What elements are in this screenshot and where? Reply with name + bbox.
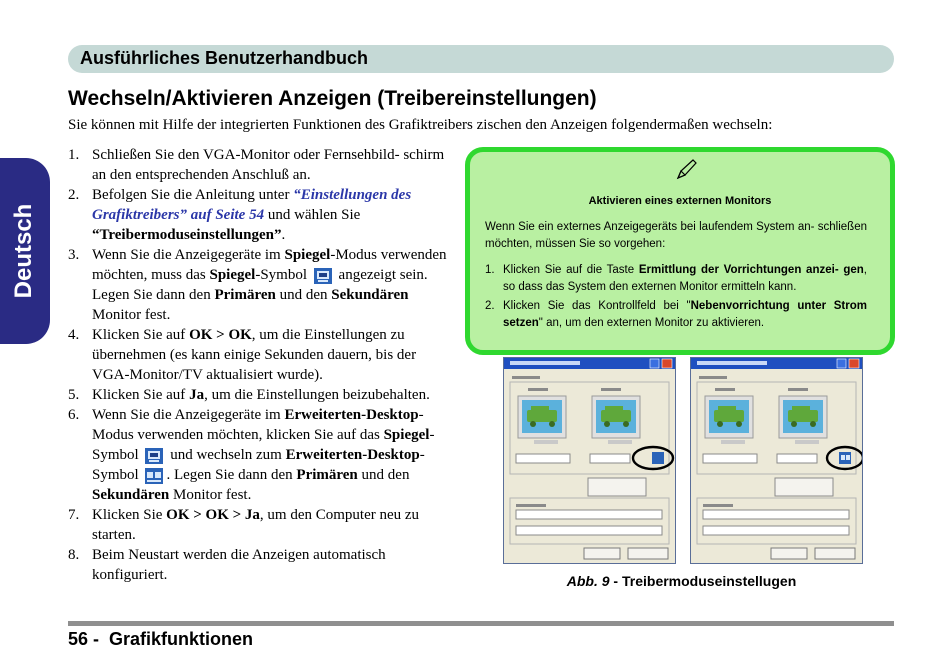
tip-body: Wenn Sie ein externes Anzeigegeräts bei laufendem System an- schließen möchten, müssen Sie so vorgehen: [485,221,867,250]
step-text: Beim Neustart werden die Anzeigen automatisch konfiguriert. [92,547,386,583]
step-text: Klicken Sie auf [92,387,190,403]
step-1 [68,145,448,185]
step-text: Schließen Sie den VGA-Monitor oder Fernsehbild- schirm an den entsprechenden Anschluß an. [92,147,445,183]
step-text: -Modus verwenden möchten, muss das [92,247,447,283]
step-text: und wählen Sie [264,207,361,223]
step-number: 4. [68,327,80,343]
step-bold: Primären [296,467,358,483]
step-4 [68,325,448,385]
tip-text: Klicken Sie das Kontrollfeld bei " [503,300,691,312]
step-5 [68,385,448,405]
step-text: , um die Einstellungen beizubehalten. [204,387,430,403]
step-2 [68,185,448,245]
figure-title: Treibermoduseinstellugen [621,573,797,589]
tip-list [485,262,867,332]
step-number: 1. [68,147,80,163]
step-number: 8. [68,547,80,563]
step-text: Monitor fest. [92,307,171,323]
step-text: Klicken Sie [92,507,167,523]
step-bold: Spiegel [284,247,331,263]
step-bold: “Treibermoduseinstellungen” [92,227,282,243]
step-bold: OK > OK > Ja [166,507,260,523]
mirror-mode-icon [314,268,332,284]
step-6 [68,405,448,505]
tip-item-number: 2. [485,300,495,312]
step-number: 6. [68,407,80,423]
tip-item-number: 1. [485,264,495,276]
step-number: 2. [68,187,80,203]
step-text: und den [275,287,332,303]
tip-title: Aktivieren eines externen Monitors [588,195,772,207]
step-text: , um den Computer neu zu starten. [92,507,420,543]
step-number: 7. [68,507,80,523]
step-text: , um die Einstellungen zu übernehmen (es kann einige Sekunden dauern, bis der VGA-Monitor/TV aktualisiert wurde). [92,327,417,383]
step-text: Klicken Sie auf [92,327,190,343]
step-bold: Sekundären [92,487,170,503]
step-text: . [281,227,286,243]
step-bold: Erweiterten-Desktop [284,407,419,423]
step-text: -Symbol [92,427,435,463]
mirror-mode-icon [145,448,163,464]
steps-list [68,145,448,585]
dialog-illustration [504,358,675,563]
figure-caption [470,573,893,589]
tip-item-1 [485,262,867,296]
step-bold: Erweiterten-Desktop [285,447,420,463]
dialog-illustration [691,358,862,563]
step-text: Monitor fest. [169,487,252,503]
tip-bold: Nebenvorrichtung unter Strom setzen [503,300,867,329]
step-bold: Primären [214,287,276,303]
tip-text: Klicken Sie auf die Taste [503,264,639,276]
step-text: -Symbol [92,447,425,483]
step-bold: Spiegel [383,427,430,443]
step-bold: Sekundären [331,287,409,303]
step-text: und wechseln zum [166,447,286,463]
step-bold: OK > OK [189,327,252,343]
step-text: -Symbol [255,267,311,283]
step-text: angezeigt sein. Legen Sie dann den [92,267,428,303]
step-number: 3. [68,247,80,263]
step-text: und den [357,467,410,483]
step-bold: Ja [189,387,205,403]
step-text: Befolgen Sie die Anleitung unter [92,187,294,203]
step-text: Wenn Sie die Anzeigegeräte im [92,407,285,423]
step-bold: Spiegel [209,267,256,283]
footer-page-label: 56 - Grafikfunktionen [68,629,254,649]
tip-bold: Ermittlung der Vorrichtungen anzei- gen [638,264,864,276]
intro-text: Sie können mit Hilfe der integrierten Funktionen des Grafiktreibers zischen den Anzeigen folgendermaßen wechseln: [68,117,773,133]
header-title: Ausführliches Benutzerhandbuch [80,48,369,68]
pen-icon [676,158,698,180]
language-side-tab-label: Deutsch [10,203,37,299]
step-text: -Modus verwenden möchten, klicken Sie auf das [92,407,424,443]
step-8 [68,545,448,585]
footer-divider [68,621,894,626]
page-title: Wechseln/Aktivieren Anzeigen (Treibereinstellungen) [68,87,597,110]
figure-separator: - [609,573,622,589]
extended-desktop-icon [145,468,163,484]
step-7 [68,505,448,545]
tip-text: , so dass das System den externen Monitor ermitteln kann. [503,264,867,293]
tip-item-2 [485,298,867,332]
driver-dialog-screenshot-mirror [503,357,676,564]
figure-label: Abb. 9 [566,573,610,589]
driver-dialog-screenshot-extended [690,357,863,564]
tip-text: " an, um den externen Monitor zu aktivieren. [538,317,765,329]
step-text: . Legen Sie dann den [166,467,297,483]
settings-page-link[interactable]: “Einstellungen des Grafiktreibers” auf Seite 54 [92,187,412,223]
step-text: Wenn Sie die Anzeigegeräte im [92,247,285,263]
step-3 [68,245,448,325]
step-number: 5. [68,387,80,403]
